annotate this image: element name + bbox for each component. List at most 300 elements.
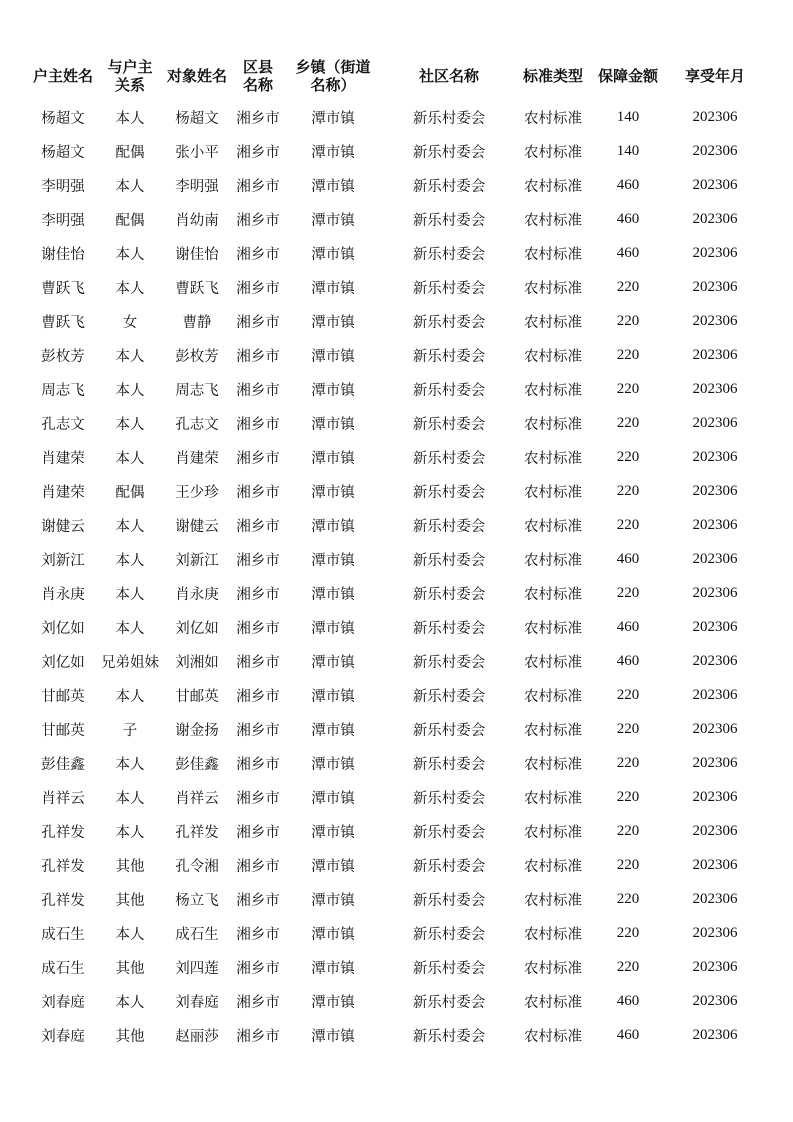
standard-type-cell: 农村标准	[524, 416, 582, 433]
recipient-name-cell: 王少珍	[175, 484, 219, 501]
household-head-cell: 刘春庭	[41, 1028, 85, 1045]
standard-type-cell: 农村标准	[524, 348, 582, 365]
recipient-name-cell: 肖永庚	[175, 586, 219, 603]
table-header	[28, 52, 764, 100]
community-cell: 新乐村委会	[412, 994, 486, 1011]
amount-cell: 220	[616, 482, 640, 499]
recipient-name-cell: 甘邮英	[175, 688, 219, 705]
community-cell: 新乐村委会	[412, 824, 486, 841]
township-cell: 潭市镇	[311, 416, 355, 433]
table-row	[28, 508, 764, 542]
table-row	[28, 780, 764, 814]
standard-type-cell: 农村标准	[524, 212, 582, 229]
period-cell: 202306	[692, 890, 738, 907]
county-cell: 湘乡市	[236, 858, 280, 875]
table-row	[28, 746, 764, 780]
period-cell: 202306	[692, 550, 738, 567]
household-head-cell: 彭枚芳	[41, 348, 85, 365]
table-row	[28, 1018, 764, 1052]
relationship-cell: 本人	[115, 246, 145, 263]
period-cell: 202306	[692, 244, 738, 261]
relationship-cell: 本人	[115, 756, 145, 773]
community-cell: 新乐村委会	[412, 450, 486, 467]
table-row	[28, 236, 764, 270]
county-cell: 湘乡市	[236, 756, 280, 773]
standard-type-cell: 农村标准	[524, 450, 582, 467]
township-cell: 潭市镇	[311, 620, 355, 637]
township-cell: 潭市镇	[311, 654, 355, 671]
household-head-cell: 成石生	[41, 960, 85, 977]
recipient-name-cell: 彭佳鑫	[175, 756, 219, 773]
header-community	[382, 52, 516, 100]
standard-type-cell: 农村标准	[524, 552, 582, 569]
county-cell: 湘乡市	[236, 484, 280, 501]
table-row	[28, 440, 764, 474]
recipient-name-cell: 谢佳怡	[175, 246, 219, 263]
table-row	[28, 916, 764, 950]
county-cell: 湘乡市	[236, 246, 280, 263]
table-row	[28, 134, 764, 168]
amount-cell: 460	[616, 176, 640, 193]
community-cell: 新乐村委会	[412, 280, 486, 297]
period-cell: 202306	[692, 1026, 738, 1043]
township-cell: 潭市镇	[311, 280, 355, 297]
recipient-name-cell: 谢金扬	[175, 722, 219, 739]
community-cell: 新乐村委会	[412, 110, 486, 127]
relationship-cell: 女	[122, 314, 138, 331]
recipient-name-cell: 曹静	[182, 314, 212, 331]
household-head-cell: 刘亿如	[41, 654, 85, 671]
relationship-cell: 本人	[115, 178, 145, 195]
household-head-cell: 刘新江	[41, 552, 85, 569]
relationship-cell: 本人	[115, 416, 145, 433]
amount-cell: 220	[616, 958, 640, 975]
county-cell: 湘乡市	[236, 314, 280, 331]
household-head-cell: 杨超文	[41, 144, 85, 161]
township-cell: 潭市镇	[311, 586, 355, 603]
standard-type-cell: 农村标准	[524, 1028, 582, 1045]
standard-type-cell: 农村标准	[524, 620, 582, 637]
amount-cell: 460	[616, 244, 640, 261]
header-line: 区县	[242, 58, 273, 76]
relationship-cell: 其他	[115, 892, 145, 909]
standard-type-cell: 农村标准	[524, 314, 582, 331]
community-cell: 新乐村委会	[412, 722, 486, 739]
township-cell: 潭市镇	[311, 552, 355, 569]
county-cell: 湘乡市	[236, 960, 280, 977]
community-cell: 新乐村委会	[412, 858, 486, 875]
relationship-cell: 本人	[115, 552, 145, 569]
amount-cell: 220	[616, 856, 640, 873]
table-row	[28, 882, 764, 916]
community-cell: 新乐村委会	[412, 518, 486, 535]
community-cell: 新乐村委会	[412, 654, 486, 671]
header-line: 社区名称	[418, 67, 479, 85]
standard-type-cell: 农村标准	[524, 586, 582, 603]
standard-type-cell: 农村标准	[524, 382, 582, 399]
standard-type-cell: 农村标准	[524, 246, 582, 263]
standard-type-cell: 农村标准	[524, 110, 582, 127]
relationship-cell: 本人	[115, 518, 145, 535]
header-recipient-name	[162, 52, 232, 100]
standard-type-cell: 农村标准	[524, 654, 582, 671]
recipient-name-cell: 刘春庭	[175, 994, 219, 1011]
recipient-name-cell: 刘四莲	[175, 960, 219, 977]
amount-cell: 460	[616, 210, 640, 227]
period-cell: 202306	[692, 210, 738, 227]
standard-type-cell: 农村标准	[524, 144, 582, 161]
township-cell: 潭市镇	[311, 348, 355, 365]
township-cell: 潭市镇	[311, 484, 355, 501]
relationship-cell: 本人	[115, 620, 145, 637]
period-cell: 202306	[692, 346, 738, 363]
period-cell: 202306	[692, 584, 738, 601]
header-line: 名称）	[310, 76, 356, 94]
period-cell: 202306	[692, 822, 738, 839]
township-cell: 潭市镇	[311, 314, 355, 331]
standard-type-cell: 农村标准	[524, 756, 582, 773]
relationship-cell: 配偶	[115, 484, 145, 501]
amount-cell: 220	[616, 754, 640, 771]
amount-cell: 140	[616, 142, 640, 159]
county-cell: 湘乡市	[236, 144, 280, 161]
county-cell: 湘乡市	[236, 620, 280, 637]
recipient-name-cell: 杨超文	[175, 110, 219, 127]
relationship-cell: 本人	[115, 994, 145, 1011]
table-row	[28, 610, 764, 644]
household-head-cell: 刘春庭	[41, 994, 85, 1011]
county-cell: 湘乡市	[236, 382, 280, 399]
county-cell: 湘乡市	[236, 586, 280, 603]
recipient-name-cell: 肖幼南	[175, 212, 219, 229]
table-row	[28, 100, 764, 134]
assistance-table	[28, 52, 764, 1052]
township-cell: 潭市镇	[311, 926, 355, 943]
household-head-cell: 甘邮英	[41, 688, 85, 705]
table-row	[28, 712, 764, 746]
household-head-cell: 孔祥发	[41, 824, 85, 841]
recipient-name-cell: 肖建荣	[175, 450, 219, 467]
household-head-cell: 李明强	[41, 178, 85, 195]
amount-cell: 460	[616, 550, 640, 567]
community-cell: 新乐村委会	[412, 144, 486, 161]
recipient-name-cell: 曹跃飞	[175, 280, 219, 297]
relationship-cell: 本人	[115, 280, 145, 297]
period-cell: 202306	[692, 992, 738, 1009]
period-cell: 202306	[692, 720, 738, 737]
township-cell: 潭市镇	[311, 892, 355, 909]
table-row	[28, 304, 764, 338]
household-head-cell: 彭佳鑫	[41, 756, 85, 773]
table-row	[28, 950, 764, 984]
relationship-cell: 本人	[115, 348, 145, 365]
table-row	[28, 576, 764, 610]
table-row	[28, 406, 764, 440]
community-cell: 新乐村委会	[412, 586, 486, 603]
header-line: 乡镇（街道	[295, 58, 371, 76]
community-cell: 新乐村委会	[412, 688, 486, 705]
header-period	[666, 52, 764, 100]
township-cell: 潭市镇	[311, 246, 355, 263]
amount-cell: 220	[616, 278, 640, 295]
recipient-name-cell: 周志飞	[175, 382, 219, 399]
table-row	[28, 542, 764, 576]
header-household-head	[28, 52, 98, 100]
recipient-name-cell: 刘新江	[175, 552, 219, 569]
standard-type-cell: 农村标准	[524, 824, 582, 841]
header-line: 保障金额	[597, 67, 658, 85]
amount-cell: 460	[616, 618, 640, 635]
table-row	[28, 202, 764, 236]
header-line: 户主姓名	[32, 67, 93, 85]
recipient-name-cell: 孔志文	[175, 416, 219, 433]
table-row	[28, 372, 764, 406]
county-cell: 湘乡市	[236, 892, 280, 909]
community-cell: 新乐村委会	[412, 178, 486, 195]
recipient-name-cell: 张小平	[175, 144, 219, 161]
period-cell: 202306	[692, 618, 738, 635]
relationship-cell: 本人	[115, 688, 145, 705]
community-cell: 新乐村委会	[412, 756, 486, 773]
relationship-cell: 本人	[115, 110, 145, 127]
township-cell: 潭市镇	[311, 382, 355, 399]
household-head-cell: 肖建荣	[41, 484, 85, 501]
community-cell: 新乐村委会	[412, 348, 486, 365]
period-cell: 202306	[692, 312, 738, 329]
township-cell: 潭市镇	[311, 960, 355, 977]
community-cell: 新乐村委会	[412, 960, 486, 977]
header-township	[284, 52, 382, 100]
header-line: 享受年月	[684, 67, 745, 85]
county-cell: 湘乡市	[236, 518, 280, 535]
amount-cell: 220	[616, 312, 640, 329]
period-cell: 202306	[692, 856, 738, 873]
header-amount	[590, 52, 666, 100]
header-row	[28, 52, 764, 100]
community-cell: 新乐村委会	[412, 314, 486, 331]
standard-type-cell: 农村标准	[524, 858, 582, 875]
township-cell: 潭市镇	[311, 688, 355, 705]
township-cell: 潭市镇	[311, 858, 355, 875]
township-cell: 潭市镇	[311, 756, 355, 773]
period-cell: 202306	[692, 278, 738, 295]
amount-cell: 220	[616, 448, 640, 465]
relationship-cell: 其他	[115, 858, 145, 875]
community-cell: 新乐村委会	[412, 892, 486, 909]
period-cell: 202306	[692, 142, 738, 159]
amount-cell: 220	[616, 890, 640, 907]
table-row	[28, 848, 764, 882]
community-cell: 新乐村委会	[412, 212, 486, 229]
household-head-cell: 曹跃飞	[41, 280, 85, 297]
relationship-cell: 其他	[115, 1028, 145, 1045]
household-head-cell: 曹跃飞	[41, 314, 85, 331]
household-head-cell: 肖永庚	[41, 586, 85, 603]
township-cell: 潭市镇	[311, 178, 355, 195]
standard-type-cell: 农村标准	[524, 280, 582, 297]
header-relationship	[98, 52, 162, 100]
period-cell: 202306	[692, 482, 738, 499]
township-cell: 潭市镇	[311, 518, 355, 535]
county-cell: 湘乡市	[236, 348, 280, 365]
recipient-name-cell: 孔令湘	[175, 858, 219, 875]
relationship-cell: 本人	[115, 790, 145, 807]
header-line: 对象姓名	[166, 67, 227, 85]
township-cell: 潭市镇	[311, 212, 355, 229]
household-head-cell: 周志飞	[41, 382, 85, 399]
amount-cell: 460	[616, 992, 640, 1009]
household-head-cell: 孔祥发	[41, 858, 85, 875]
amount-cell: 220	[616, 720, 640, 737]
header-line: 名称	[242, 76, 273, 94]
header-line: 与户主	[107, 58, 153, 76]
county-cell: 湘乡市	[236, 790, 280, 807]
table-row	[28, 984, 764, 1018]
relationship-cell: 子	[122, 722, 138, 739]
header-line: 关系	[114, 76, 145, 94]
community-cell: 新乐村委会	[412, 552, 486, 569]
amount-cell: 220	[616, 788, 640, 805]
amount-cell: 220	[616, 346, 640, 363]
table-row	[28, 814, 764, 848]
standard-type-cell: 农村标准	[524, 484, 582, 501]
period-cell: 202306	[692, 176, 738, 193]
period-cell: 202306	[692, 108, 738, 125]
county-cell: 湘乡市	[236, 110, 280, 127]
standard-type-cell: 农村标准	[524, 994, 582, 1011]
period-cell: 202306	[692, 516, 738, 533]
header-line: 标准类型	[522, 67, 583, 85]
relationship-cell: 本人	[115, 450, 145, 467]
household-head-cell: 李明强	[41, 212, 85, 229]
township-cell: 潭市镇	[311, 824, 355, 841]
standard-type-cell: 农村标准	[524, 926, 582, 943]
township-cell: 潭市镇	[311, 110, 355, 127]
table-row	[28, 474, 764, 508]
community-cell: 新乐村委会	[412, 926, 486, 943]
standard-type-cell: 农村标准	[524, 688, 582, 705]
period-cell: 202306	[692, 414, 738, 431]
table-body	[28, 100, 764, 1052]
amount-cell: 220	[616, 380, 640, 397]
county-cell: 湘乡市	[236, 994, 280, 1011]
county-cell: 湘乡市	[236, 178, 280, 195]
relationship-cell: 配偶	[115, 144, 145, 161]
amount-cell: 220	[616, 822, 640, 839]
table-row	[28, 678, 764, 712]
standard-type-cell: 农村标准	[524, 518, 582, 535]
standard-type-cell: 农村标准	[524, 178, 582, 195]
recipient-name-cell: 赵丽莎	[175, 1028, 219, 1045]
county-cell: 湘乡市	[236, 280, 280, 297]
recipient-name-cell: 刘亿如	[175, 620, 219, 637]
county-cell: 湘乡市	[236, 416, 280, 433]
household-head-cell: 谢佳怡	[41, 246, 85, 263]
relationship-cell: 本人	[115, 586, 145, 603]
amount-cell: 220	[616, 924, 640, 941]
recipient-name-cell: 孔祥发	[175, 824, 219, 841]
table-row	[28, 270, 764, 304]
period-cell: 202306	[692, 686, 738, 703]
amount-cell: 460	[616, 652, 640, 669]
period-cell: 202306	[692, 652, 738, 669]
standard-type-cell: 农村标准	[524, 790, 582, 807]
header-standard-type	[516, 52, 590, 100]
relationship-cell: 兄弟姐妹	[101, 654, 159, 671]
relationship-cell: 配偶	[115, 212, 145, 229]
household-head-cell: 刘亿如	[41, 620, 85, 637]
recipient-name-cell: 肖祥云	[175, 790, 219, 807]
relationship-cell: 本人	[115, 382, 145, 399]
header-county	[232, 52, 284, 100]
community-cell: 新乐村委会	[412, 416, 486, 433]
township-cell: 潭市镇	[311, 144, 355, 161]
relationship-cell: 本人	[115, 824, 145, 841]
period-cell: 202306	[692, 788, 738, 805]
amount-cell: 220	[616, 414, 640, 431]
household-head-cell: 杨超文	[41, 110, 85, 127]
relationship-cell: 本人	[115, 926, 145, 943]
household-head-cell: 肖祥云	[41, 790, 85, 807]
county-cell: 湘乡市	[236, 926, 280, 943]
township-cell: 潭市镇	[311, 722, 355, 739]
standard-type-cell: 农村标准	[524, 960, 582, 977]
community-cell: 新乐村委会	[412, 246, 486, 263]
recipient-name-cell: 彭枚芳	[175, 348, 219, 365]
recipient-name-cell: 杨立飞	[175, 892, 219, 909]
standard-type-cell: 农村标准	[524, 722, 582, 739]
household-head-cell: 孔志文	[41, 416, 85, 433]
community-cell: 新乐村委会	[412, 620, 486, 637]
period-cell: 202306	[692, 924, 738, 941]
county-cell: 湘乡市	[236, 654, 280, 671]
amount-cell: 220	[616, 686, 640, 703]
community-cell: 新乐村委会	[412, 790, 486, 807]
table-row	[28, 338, 764, 372]
household-head-cell: 孔祥发	[41, 892, 85, 909]
household-head-cell: 肖建荣	[41, 450, 85, 467]
table-row	[28, 644, 764, 678]
township-cell: 潭市镇	[311, 450, 355, 467]
amount-cell: 220	[616, 584, 640, 601]
community-cell: 新乐村委会	[412, 382, 486, 399]
amount-cell: 140	[616, 108, 640, 125]
county-cell: 湘乡市	[236, 212, 280, 229]
amount-cell: 460	[616, 1026, 640, 1043]
recipient-name-cell: 李明强	[175, 178, 219, 195]
household-head-cell: 谢健云	[41, 518, 85, 535]
county-cell: 湘乡市	[236, 450, 280, 467]
county-cell: 湘乡市	[236, 722, 280, 739]
period-cell: 202306	[692, 754, 738, 771]
period-cell: 202306	[692, 380, 738, 397]
township-cell: 潭市镇	[311, 790, 355, 807]
household-head-cell: 成石生	[41, 926, 85, 943]
county-cell: 湘乡市	[236, 824, 280, 841]
relationship-cell: 其他	[115, 960, 145, 977]
county-cell: 湘乡市	[236, 1028, 280, 1045]
county-cell: 湘乡市	[236, 688, 280, 705]
period-cell: 202306	[692, 448, 738, 465]
recipient-name-cell: 谢健云	[175, 518, 219, 535]
table-row	[28, 168, 764, 202]
recipient-name-cell: 成石生	[175, 926, 219, 943]
community-cell: 新乐村委会	[412, 484, 486, 501]
recipient-name-cell: 刘湘如	[175, 654, 219, 671]
township-cell: 潭市镇	[311, 994, 355, 1011]
standard-type-cell: 农村标准	[524, 892, 582, 909]
period-cell: 202306	[692, 958, 738, 975]
